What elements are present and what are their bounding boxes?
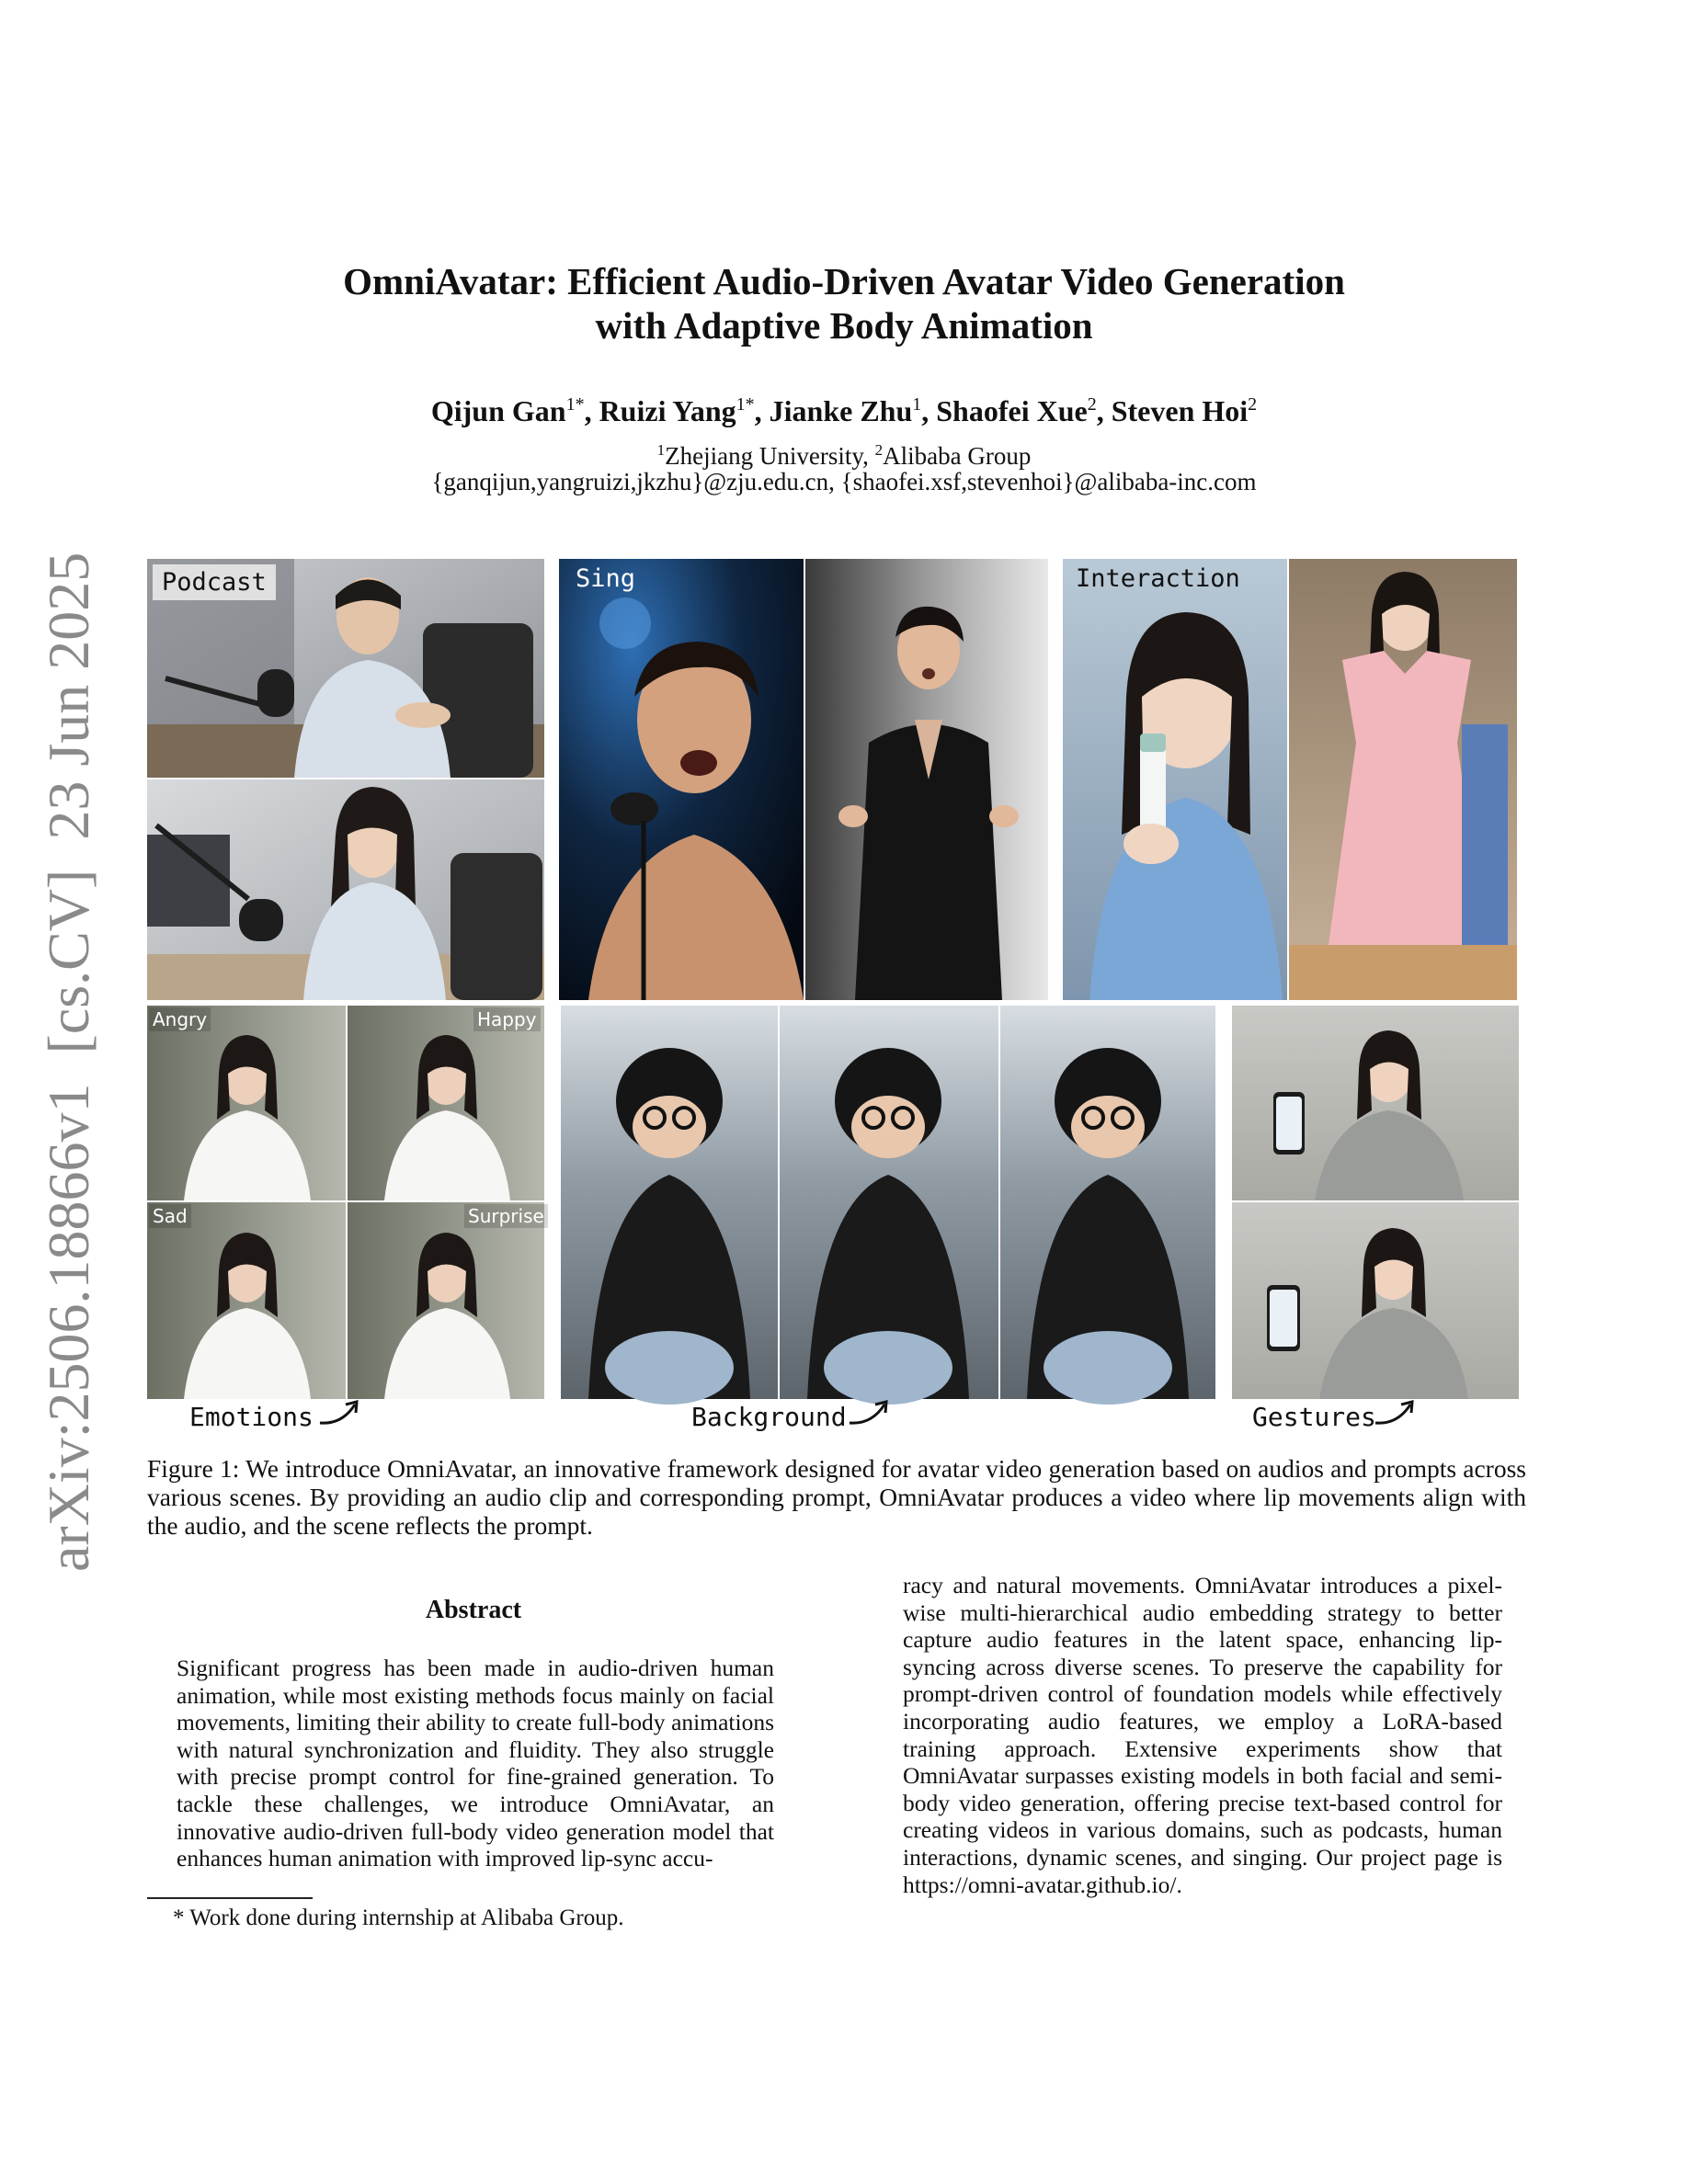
affiliations: $^1$Zhejiang University, $^2$Alibaba Group — [656, 441, 1032, 470]
author-affiliation-mark: 1* — [565, 394, 585, 415]
tag-sad: Sad — [149, 1204, 191, 1228]
affiliation-name: Zhejiang University — [665, 442, 863, 470]
interaction-dress-image — [1289, 559, 1517, 1000]
tag-happy: Happy — [473, 1007, 541, 1031]
tag-podcast: Podcast — [153, 564, 276, 600]
background-rider-image-2 — [780, 1006, 998, 1405]
emotion-surprise-image — [348, 1202, 544, 1399]
figure-caption: Figure 1: We introduce OmniAvatar, an innovative framework designed for avatar video generation based on audios and prompts across various scenes. By providing an audio clip and corresponding prompt, OmniAvatar produces a video where lip movements align with the audio, and the scene reflects the prompt. — [147, 1454, 1526, 1540]
label-emotions: Emotions — [189, 1402, 314, 1432]
tag-interaction: Interaction — [1076, 564, 1240, 593]
author-name: Steven Hoi — [1111, 394, 1249, 427]
figure-1 — [147, 559, 1526, 1441]
interaction-product-image — [1063, 559, 1287, 1000]
gestures-phone-image-2 — [1232, 1202, 1519, 1399]
affiliation-mark: 1 — [656, 441, 666, 459]
tag-sing: Sing — [576, 564, 636, 593]
gestures-phone-image-1 — [1232, 1006, 1519, 1200]
title-line-2: with Adaptive Body Animation — [595, 304, 1093, 347]
arrow-icon — [1374, 1397, 1420, 1430]
label-gestures: Gestures — [1252, 1402, 1376, 1432]
tag-angry: Angry — [149, 1007, 211, 1031]
author-name: Jianke Zhu — [769, 394, 913, 427]
sing-man-suit-image — [805, 559, 1048, 1000]
affiliation-name: Alibaba Group — [883, 442, 1032, 470]
author-affiliation-mark: 2 — [1087, 394, 1097, 415]
abstract-text-left: Significant progress has been made in audio-driven human animation, while most existing methods focus mainly on facial movements, limiting their ability to create full-body animations with natural synchronization and fluidity. They also struggle with precise prompt control for fine-grained generation. To tackle these challenges, we introduce OmniAvatar, an innovative audio-driven full-body video generation model that enhances human animation with improved lip-sync accu- — [177, 1655, 774, 1872]
footnote: * Work done during internship at Alibaba Group. — [173, 1905, 624, 1930]
author-name: Ruizi Yang — [599, 394, 736, 427]
figure-illustration — [147, 559, 1526, 1441]
abstract-text-right: racy and natural movements. OmniAvatar introduces a pixel-wise multi-hierarchical audio embedding strategy to better capture audio features in the latent space, enhancing lip-syncing across diverse scenes. To preserve the capability for prompt-driven control of foundation models while effectively incorporating audio features, we employ a LoRA-based training approach. Extensive experiments show that OmniAvatar surpasses existing models in both facial and semi-body video generation, offering precise text-based control for creating videos in various domains, such as podcasts, human interactions, dynamic scenes, and singing. Our project page is https://omni-avatar.github.io/. — [903, 1572, 1502, 1898]
author-affiliation-mark: 1 — [912, 394, 922, 415]
tag-surprise: Surprise — [464, 1204, 548, 1228]
arxiv-identifier-stamp: arXiv:2506.18866v1 [cs.CV] 23 Jun 2025 — [36, 552, 101, 1572]
background-rider-image-1 — [561, 1006, 778, 1405]
paper-title — [0, 259, 1688, 347]
author-affiliation-mark: 1* — [736, 394, 755, 415]
author-affiliation-mark: 2 — [1248, 394, 1258, 415]
emotion-sad-image — [147, 1202, 346, 1399]
label-background: Background — [691, 1402, 847, 1432]
title-line-1: OmniAvatar: Efficient Audio-Driven Avatar Video Generation — [343, 260, 1345, 302]
podcast-woman-image — [147, 779, 544, 1000]
background-rider-image-3 — [1000, 1006, 1215, 1405]
author-list: Qijun Gan$^{1*}$, Ruizi Yang$^{1*}$, Jianke Zhu$^1$, Shaofei Xue$^2$, Steven Hoi$^2$ — [430, 394, 1258, 427]
emotion-happy-image — [348, 1006, 544, 1200]
arrow-icon — [848, 1397, 894, 1430]
author-name: Qijun Gan — [430, 394, 566, 427]
author-name: Shaofei Xue — [936, 394, 1088, 427]
footnote-rule — [147, 1897, 313, 1899]
arrow-icon — [318, 1397, 364, 1430]
emotion-angry-image — [147, 1006, 346, 1200]
abstract-heading: Abstract — [425, 1596, 522, 1624]
sing-man-stage-image — [559, 559, 804, 1000]
affiliation-mark: 2 — [874, 441, 884, 459]
author-emails: {ganqijun,yangruizi,jkzhu}@zju.edu.cn, {shaofei.xsf,stevenhoi}@alibaba-inc.com — [431, 468, 1257, 495]
